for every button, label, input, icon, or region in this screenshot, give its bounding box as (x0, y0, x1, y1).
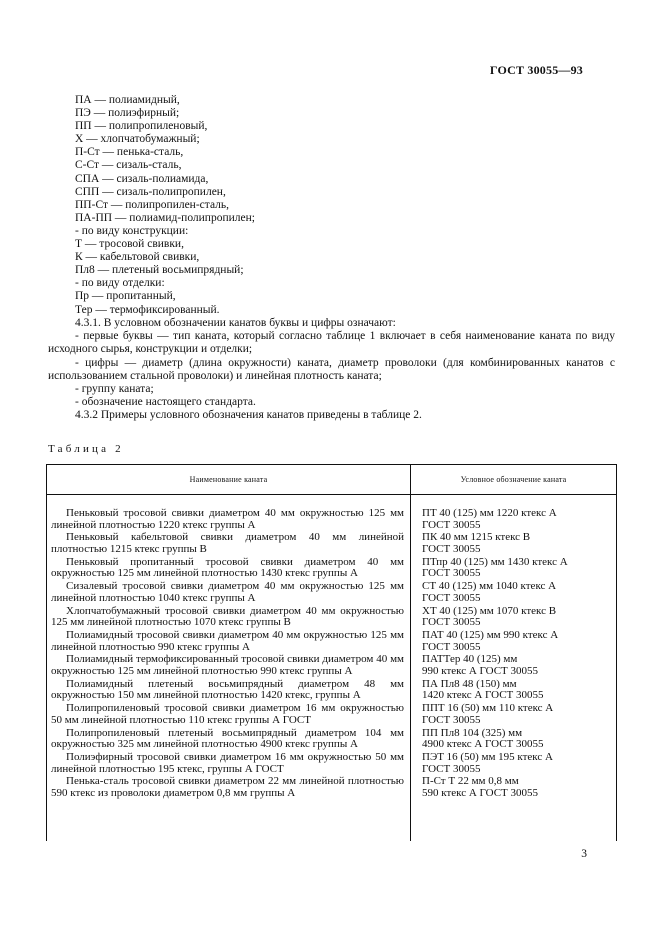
abbreviation-line: Тер — термофиксированный. (75, 303, 220, 316)
designation-line: ПА Пл8 48 (150) мм (422, 678, 517, 690)
abbreviation-list (75, 94, 255, 317)
table-row-designation (422, 557, 612, 581)
table-row-name (51, 581, 404, 605)
table-row-name (51, 728, 404, 752)
table-row-designation (422, 679, 612, 703)
header-rope-designation: Условное обозначение каната (460, 474, 567, 484)
rope-name-text: Пеньковый тросовой свивки диаметром 40 мм окружностью 125 мм линейной плотностью 1220 ктекс группы А (51, 508, 404, 531)
table-row-name (51, 606, 404, 630)
header-rope-name: Наименование каната (47, 465, 411, 494)
rope-designation-table (46, 464, 617, 841)
designation-line: ГОСТ 30055 (422, 713, 481, 726)
table-row-name (51, 630, 404, 654)
table-row-name (51, 654, 404, 678)
designation-line: ПЭТ 16 (50) мм 195 ктекс А (422, 751, 553, 763)
abbreviation-line: - по виду конструкции: (75, 224, 189, 237)
abbreviation-line: С-Ст — сизаль-сталь, (75, 159, 182, 172)
table-row-designation (422, 728, 612, 752)
designation-line: ПП Пл8 104 (325) мм (422, 727, 523, 739)
abbreviation-line: - по виду отделки: (75, 277, 165, 290)
table-row-designation (422, 703, 612, 727)
paragraph: - цифры — диаметр (длина окружности) каната, диаметр проволоки (для комбинированных канатов с использованием стальной проволоки) и линейная плотность каната; (48, 356, 615, 382)
rope-name-text: Полипропиленовый плетеный восьмипрядный диаметром 104 мм окружностью 325 мм линейной плотностью 4900 ктекс группы А (51, 727, 404, 751)
designation-line: ПАТТер 40 (125) мм (422, 654, 518, 666)
rope-name-text: Полиамидный плетеный восьмипрядный диаметром 48 мм окружностью 150 мм линейной плотностью 1420 ктекс, группы А (51, 678, 404, 702)
table-row-designation (422, 654, 612, 678)
table-body (47, 495, 616, 841)
table-row-name (51, 752, 404, 776)
table-row-name (51, 508, 404, 532)
designation-line: ГОСТ 30055 (422, 762, 481, 775)
designation-line: СТ 40 (125) мм 1040 ктекс А (422, 581, 557, 593)
table-row-designation (422, 508, 612, 532)
table-header (47, 465, 616, 495)
designation-line: ППТ 16 (50) мм 110 ктекс А (422, 703, 554, 715)
designation-line: ГОСТ 30055 (422, 542, 481, 555)
paragraph: 4.3.1. В условном обозначении канатов буквы и цифры означают: (75, 317, 396, 329)
designation-line: П-Ст Т 22 мм 0,8 мм (422, 776, 519, 788)
rope-name-text: Полипропиленовый тросовой свивки диаметром 16 мм окружностью 50 мм линейной плотностью 110 ктекс группы А ГОСТ (51, 703, 404, 726)
designation-line: ГОСТ 30055 (422, 591, 481, 604)
table-row-designation (422, 630, 612, 654)
abbreviation-line: Пл8 — плетеный восьмипрядный; (75, 264, 244, 277)
rope-name-text: Полиамидный термофиксированный тросовой свивки диаметром 40 мм окружностью 125 мм линейной плотностью 990 ктекс группы А (51, 654, 404, 677)
paragraph: - группу каната; (75, 383, 154, 396)
table-row-name (51, 703, 404, 727)
table-row-name (51, 776, 404, 800)
table-row-designation (422, 532, 612, 556)
designation-line: 1420 ктекс А ГОСТ 30055 (422, 689, 544, 702)
abbreviation-line: ПЭ — полиэфирный; (75, 107, 180, 120)
column-rope-names (47, 495, 411, 841)
rope-name-text: Пеньковый кабельтовой свивки диаметром 40 мм линейной плотностью 1215 ктекс группы В (51, 532, 404, 555)
rope-name-text: Хлопчатобумажный тросовой свивки диаметром 40 мм окружностью 125 мм линейной плотностью 1070 ктекс группы В (51, 605, 404, 629)
table-row-designation (422, 752, 612, 776)
abbreviation-line: П-Ст — пенька-сталь, (75, 146, 184, 159)
designation-line: ПТпр 40 (125) мм 1430 ктекс А (422, 556, 568, 568)
designation-line: 990 ктекс А ГОСТ 30055 (422, 664, 539, 677)
abbreviation-line: К — кабельтовой свивки, (75, 251, 200, 264)
abbreviation-line: Пр — пропитанный, (75, 290, 176, 303)
abbreviation-line: Х — хлопчатобумажный; (75, 133, 200, 146)
abbreviation-line: ПА — полиамидный, (75, 94, 180, 106)
designation-line: ПТ 40 (125) мм 1220 ктекс А (422, 508, 557, 519)
rope-name-text: Пенька-сталь тросовой свивки диаметром 22 мм линейной плотностью 590 ктекс из проволоки диаметром 0,8 мм группы А (51, 776, 404, 799)
rope-name-text: Полиамидный тросовой свивки диаметром 40 мм окружностью 125 мм линейной плотностью 990 ктекс группы А (51, 629, 404, 653)
designation-line: 4900 ктекс А ГОСТ 30055 (422, 738, 544, 751)
rope-name-text: Пеньковый пропитанный тросовой свивки диаметром 40 мм окружностью 125 мм линейной плотностью 1430 ктекс группы А (51, 556, 404, 580)
designation-line: ГОСТ 30055 (422, 640, 481, 653)
designation-line: ГОСТ 30055 (422, 567, 481, 580)
paragraph: 4.3.2 Примеры условного обозначения канатов приведены в таблице 2. (75, 409, 422, 422)
table-row-name (51, 532, 404, 556)
table-row-name (51, 679, 404, 703)
standard-header: ГОСТ 30055—93 (489, 63, 583, 77)
table-row-designation (422, 776, 612, 800)
abbreviation-line: ПП — полипропиленовый, (75, 120, 208, 133)
page-number: 3 (581, 848, 587, 860)
rope-name-text: Полиэфирный тросовой свивки диаметром 16 мм окружностью 50 мм линейной плотностью 195 ктекс, группы А ГОСТ (51, 751, 404, 775)
body-paragraphs (48, 317, 615, 423)
abbreviation-line: СПП — сизаль-полипропилен, (75, 185, 226, 198)
designation-line: ПАТ 40 (125) мм 990 ктекс А (422, 629, 559, 641)
designation-line: ХТ 40 (125) мм 1070 ктекс В (422, 605, 557, 617)
designation-line: ГОСТ 30055 (422, 518, 481, 531)
abbreviation-line: ПА-ПП — полиамид-полипропилен; (75, 211, 255, 224)
column-rope-designations (411, 495, 616, 841)
designation-line: 590 ктекс А ГОСТ 30055 (422, 786, 539, 799)
paragraph: - обозначение настоящего стандарта. (75, 396, 256, 409)
table-caption: Таблица 2 (48, 443, 124, 455)
paragraph: - первые буквы — тип каната, который согласно таблице 1 включает в себя наименование каната по виду исходного сырья, конструкции и отделки; (48, 330, 615, 356)
rope-name-text: Сизалевый тросовой свивки диаметром 40 мм окружностью 125 мм линейной плотностью 1040 ктекс группы А (51, 581, 404, 604)
designation-line: ГОСТ 30055 (422, 616, 481, 629)
designation-line: ПК 40 мм 1215 ктекс В (422, 532, 531, 544)
abbreviation-line: ПП-Ст — полипропилен-сталь, (75, 198, 230, 211)
table-row-designation (422, 606, 612, 630)
table-row-designation (422, 581, 612, 605)
table-row-name (51, 557, 404, 581)
abbreviation-line: Т — тросовой свивки, (75, 238, 184, 251)
abbreviation-line: СПА — сизаль-полиамида, (75, 172, 209, 185)
